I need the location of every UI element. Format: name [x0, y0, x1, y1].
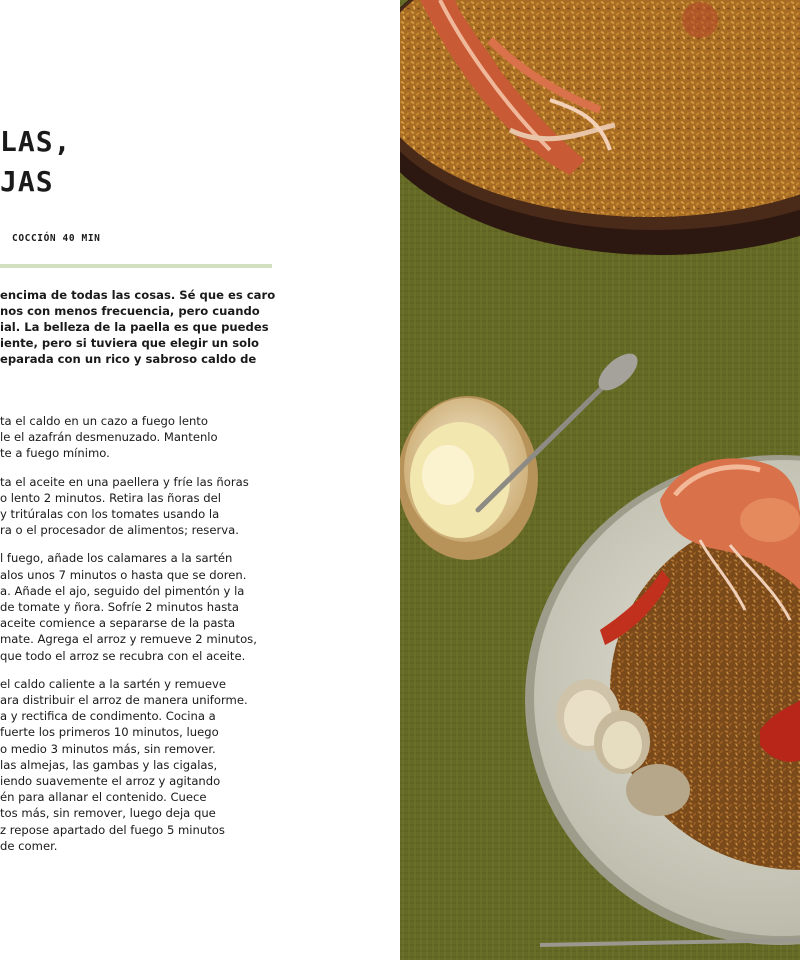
- step-line: l fuego, añade los calamares a la sartén: [0, 551, 233, 566]
- recipe-intro: [0, 287, 275, 367]
- intro-line: iente, pero si tuviera que elegir un solo: [0, 336, 260, 350]
- step-line: le el azafrán desmenuzado. Mantenlo: [0, 430, 218, 445]
- step-line: el caldo caliente a la sartén y remueve: [0, 676, 227, 691]
- cooking-time: COCCIÓN 40 MIN: [12, 233, 101, 244]
- recipe-title: [0, 122, 71, 202]
- step-line: ta el caldo en un cazo a fuego lento: [0, 414, 208, 428]
- step-line: que todo el arroz se recubra con el aceite.: [0, 648, 246, 663]
- step-line: én para allanar el contenido. Cuece: [0, 790, 207, 805]
- recipe-step: [0, 550, 257, 663]
- step-line: o medio 3 minutos más, sin remover.: [0, 741, 216, 756]
- step-line: a y rectifica de condimento. Cocina a: [0, 709, 216, 724]
- step-line: a. Añade el ajo, seguido del pimentón y la: [0, 583, 245, 598]
- step-line: alos unos 7 minutos o hasta que se doren.: [0, 567, 247, 582]
- divider-rule: [0, 264, 272, 268]
- step-line: fuerte los primeros 10 minutos, luego: [0, 725, 219, 740]
- intro-line: encima de todas las cosas. Sé que es caro: [0, 288, 276, 302]
- step-line: iendo suavemente el arroz y agitando: [0, 774, 221, 789]
- recipe-title-line: JAS: [0, 165, 54, 198]
- step-line: tos más, sin remover, luego deja que: [0, 806, 216, 821]
- recipe-title-line: LAS,: [0, 125, 72, 158]
- intro-line: nos con menos frecuencia, pero cuando: [0, 304, 260, 318]
- step-line: ta el aceite en una paellera y fríe las ñoras: [0, 474, 249, 489]
- step-line: de tomate y ñora. Sofríe 2 minutos hasta: [0, 600, 239, 615]
- step-line: te a fuego mínimo.: [0, 446, 110, 461]
- paella-photo: [400, 0, 800, 960]
- intro-line: ial. La belleza de la paella es que puedes: [0, 320, 269, 334]
- step-line: z repose apartado del fuego 5 minutos: [0, 822, 225, 837]
- step-line: ra o el procesador de alimentos; reserva.: [0, 523, 239, 538]
- intro-line: eparada con un rico y sabroso caldo de: [0, 352, 257, 366]
- step-line: las almejas, las gambas y las cigalas,: [0, 757, 218, 772]
- step-line: mate. Agrega el arroz y remueve 2 minutos,: [0, 632, 257, 647]
- recipe-step: [0, 413, 257, 462]
- paella-illustration: [400, 0, 800, 960]
- recipe-step: [0, 676, 257, 854]
- recipe-steps: [0, 413, 257, 866]
- step-line: o lento 2 minutos. Retira las ñoras del: [0, 490, 221, 505]
- step-line: y tritúralas con los tomates usando la: [0, 507, 220, 522]
- recipe-step: [0, 474, 257, 539]
- step-line: aceite comience a separarse de la pasta: [0, 616, 236, 631]
- aioli-bowl: [400, 396, 538, 560]
- step-line: ara distribuir el arroz de manera uniforme.: [0, 693, 248, 708]
- step-line: de comer.: [0, 838, 58, 853]
